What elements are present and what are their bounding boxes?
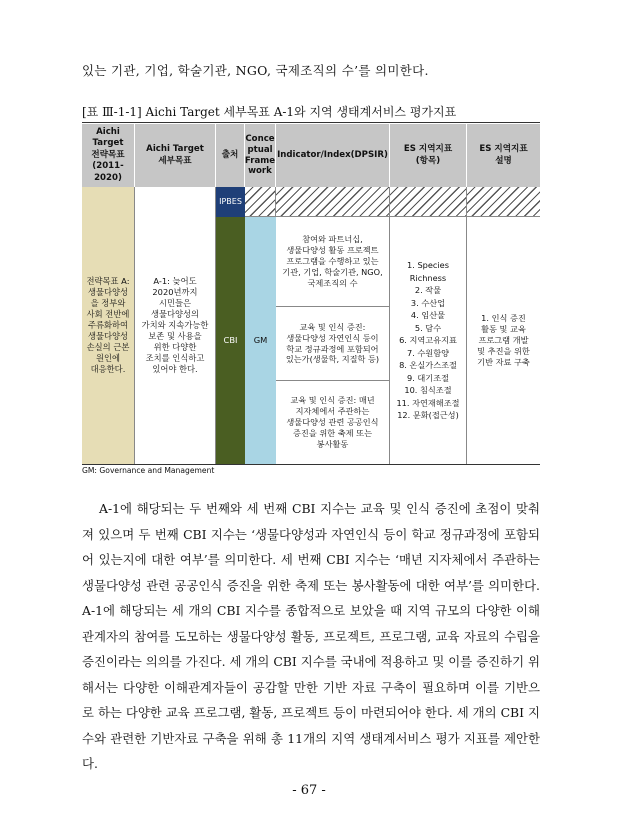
target-cell: A-1: 늦어도 2020년까지 시민들은 생물다양성의 가치와 지속가능한 보존 및 사용을 위한 다양한 조치를 인식하고 있어야 한다. bbox=[135, 187, 216, 464]
header-goal: Aichi Target 전략목표 (2011-2020) bbox=[82, 124, 135, 187]
paragraph-text: A-1에 해당되는 두 번째와 세 번째 CBI 지수는 교육 및 인식 증진에 초점이 맞춰져 있으며 두 번째 CBI 지수는 ‘생물다양성과 자연인식 등이 학교 정규과정에 포함되어 있는지에 대한 여부’를 의미한다. 세 번째 CBI 지수는 ‘매년 지자체에서 주관하는 생물다양성 관련 공공인식 증진을 위한 축제 또는 봉사활동에 대한 여부’를 의미한다. A-1에 해당되는 세 개의 CBI 지수를 종합적으로 보았을 때 지역 규모의 다양한 이해관계자의 참여를 도모하는 생물다양성 활동, 프로젝트, 프로그램, 교육 자료의 수립을 증진이라는 의의를 가진다. 세 개의 CBI 지수를 국내에 적용하고 및 이를 증진하기 위해서는 다양한 이해관계자들이 공감할 만한 기반 자료 구축이 필요하며 이를 기반으로 하는 다양한 교육 프로그램, 활동, 프로젝트 등이 마련되어야 한다. 세 개의 CBI 지수와 관련한 기반자료 구축을 위해 총 11개의 지역 생태계서비스 평가 지표를 제안한다. bbox=[82, 501, 540, 771]
table-caption: [표 Ⅲ-1-1] Aichi Target 세부목표 A-1와 지역 생태계서비스 평가지표 bbox=[82, 105, 457, 119]
gm-framework-cell: GM bbox=[245, 217, 276, 464]
header-es-desc: ES 지역지표 설명 bbox=[467, 124, 540, 187]
ipbes-cell: IPBES bbox=[216, 187, 245, 217]
hatched-cell-framework bbox=[245, 187, 276, 217]
hatched-cell-indicator bbox=[276, 187, 390, 217]
es-items-cell: 1. Species Richness 2. 작물 3. 수산업 4. 임산물 5. 담수 6. 지역고유지표 7. 수원함양 8. 온실가스조절 9. 대기조절 10. 침식조절 11. 자연재해조절 12. 문화(접근성) bbox=[390, 217, 467, 464]
page-number: - 67 - bbox=[292, 783, 326, 798]
indicator-cell-3: 교육 및 인식 증진: 매년 지자체에서 주관하는 생물다양성 관련 공공인식 증진을 위한 축제 또는 봉사활동 bbox=[276, 381, 390, 464]
indicator-table bbox=[82, 124, 540, 464]
header-indicator: Indicator/Index(DPSIR) bbox=[276, 124, 390, 187]
header-target: Aichi Target 세부목표 bbox=[135, 124, 216, 187]
continued-text-line: 있는 기관, 기업, 학술기관, NGO, 국제조직의 수’를 의미한다. bbox=[82, 63, 429, 78]
cbi-source-cell: CBI bbox=[216, 217, 245, 464]
header-framework: Conce ptual Frame work bbox=[245, 124, 276, 187]
caption-rule bbox=[82, 122, 540, 123]
indicator-cell-2: 교육 및 인식 증진: 생물다양성 자연인식 등이 학교 정규과정에 포함되어 있는가(생물학, 지질학 등) bbox=[276, 307, 390, 381]
header-source: 출처 bbox=[216, 124, 245, 187]
table-bottom-border bbox=[82, 464, 540, 465]
goal-cell: 전략목표 A: 생물다양성 을 정부와 사회 전반에 주류화하여 생물다양성 손실의 근본 원인에 대응한다. bbox=[82, 187, 135, 464]
table-note: GM: Governance and Management bbox=[82, 466, 215, 475]
es-description-cell: 1. 인식 증진 활동 및 교육 프로그램 개발 및 추진을 위한 기반 자료 구축 bbox=[467, 217, 540, 464]
body-paragraph bbox=[82, 496, 540, 777]
header-es-item: ES 지역지표 (항목) bbox=[390, 124, 467, 187]
hatched-cell-es-item bbox=[390, 187, 467, 217]
hatched-cell-es-desc bbox=[467, 187, 540, 217]
indicator-cell-1: 참여와 파트너십, 생물다양성 활동 프로젝트 프로그램을 수행하고 있는 기관, 기업, 학술기관, NGO, 국제조직의 수 bbox=[276, 217, 390, 307]
